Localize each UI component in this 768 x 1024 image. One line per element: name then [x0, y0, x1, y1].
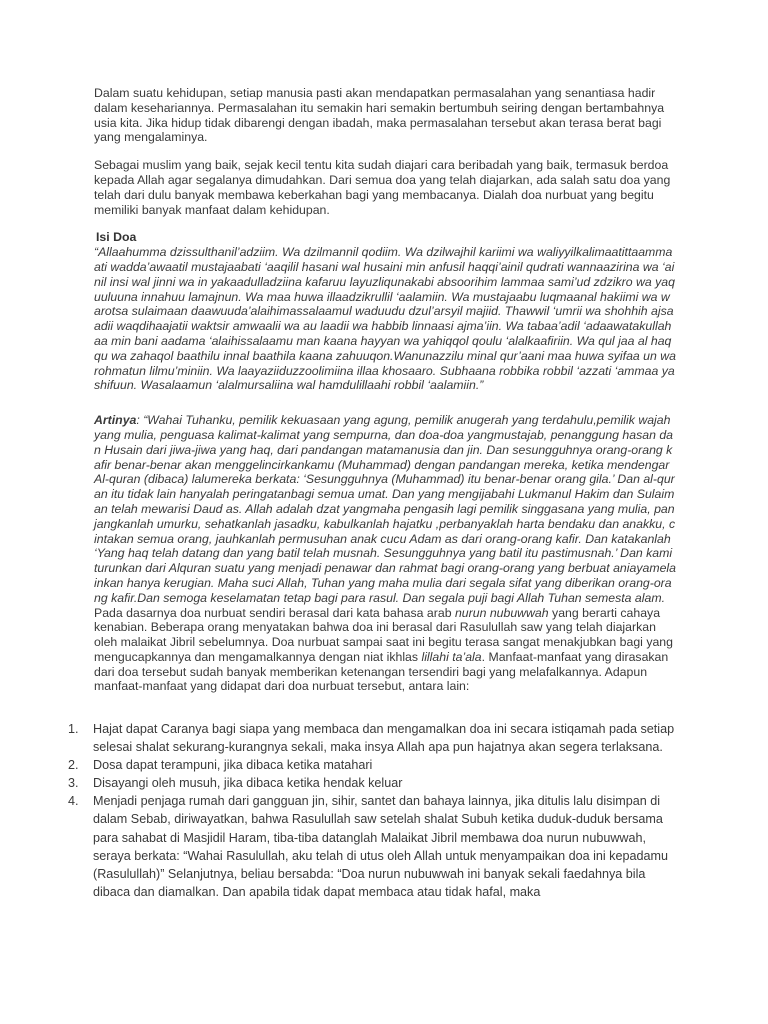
artinya-label: Artinya [94, 413, 137, 428]
list-number: 1. [68, 722, 79, 736]
list-number: 4. [68, 794, 79, 809]
doa-text: “Allaahumma dzissulthanil’adziim. Wa dzilmannil qodiim. Wa dzilwajhil kariimi wa waliyyilkalimaatittaammaati wadda’awaatil mustajaabati ‘aaqilil hasani wal husaini min anfusil haqqi’ainil qudrati wannaazirina wa ‘ainil insi wal jinni wa in yakaadulladziina kafaruu layuzliqunakabi absoorihim lammaa sami’ud zdzikro wa yaquuluuna innahuu lamajnun. Wa maa huwa illaadzikrullil ‘aalamiin. Wa mustajaabu luqmaanal hakiimi wa warotsa sulaimaan daawuuda’alaihimassalaamul waduudu dzul’arsyil majiid. Thawwil ‘umrii wa shohhih ajsaadii waqdihaajatii waktsir amwaalii wa au laadii wa habbib linnaasi ajma’iin. Wa tabaa’adil ‘adaawatakullahaa min bani aadama ‘alaihissalaamu man kaana hayyan wa yahiqqol qoulu ‘alalkaafiriin. Wa qul jaa al haqqu wa zahaqol baathilu innal baathila kaana zahuuqon.Wanunazzilu minal qur’aani maa huwa syifaa un wa rohmatun lilmu’miniin. Wa laayaziiduzzoolimiina illaa khosaaro. Subhaana robbika robbil ‘azzati ‘ammaa yashifuun. Wasalaamun ‘alalmursaliina wal hamdulillaahi robbil ‘aalamiin.” [94, 245, 676, 393]
nurbuat-italic-2: lillahi ta’ala [421, 649, 482, 664]
list-item [64, 792, 678, 901]
list-text: Menjadi penjaga rumah dari gangguan jin, sihir, santet dan bahaya lainnya, jika ditulis lalu disimpan di dalam Sebab, diriwayatkan, bahwa Rasulullah saw setelah shalat Subuh ketika duduk-duduk bersama para sahabat di Masjidil Haram, tiba-tiba datanglah Malaikat Jibril membawa doa nurun nubuwwah, seraya berkata: “Wahai Rasulullah, aku telah di utus oleh Allah untuk menyampaikan doa ini kepadamu (Rasulullah)” Selanjutnya, beliau bersabda: “Doa nurun nubuwwah ini banyak sekali faedahnya bila dibaca dan diamalkan. Dan apabila tidak dapat membaca atau tidak hafal, maka [93, 794, 668, 899]
list-item [64, 720, 678, 756]
benefits-list [64, 720, 678, 901]
isi-doa-heading: Isi Doa [96, 230, 137, 245]
nurbuat-text-3: . Manfaat-manfaat yang dirasakan dari doa tersebut sudah banyak memberikan ketenangan tersendiri bagi yang melafalkannya. Adapun manfaat-manfaat yang didapat dari doa nurbuat tersebut, antara lain: [94, 649, 669, 694]
list-text: Hajat dapat Caranya bagi siapa yang membaca dan mengamalkan doa ini secara istiqamah pada setiap selesai shalat sekurang-kurangnya sekali, maka insya Allah apa pun hajatnya akan segera terlaksana. [93, 722, 675, 755]
nurbuat-paragraph [94, 606, 676, 695]
list-text: Dosa dapat terampuni, jika dibaca ketika matahari [93, 758, 373, 773]
artinya-paragraph [94, 413, 676, 605]
document-page [94, 86, 676, 714]
list-number: 2. [68, 758, 79, 773]
nurbuat-italic-1: nurun nubuwwah [454, 605, 549, 620]
list-text: Disayangi oleh musuh, jika dibaca ketika hendak keluar [93, 776, 403, 791]
nurbuat-text-1: Pada dasarnya doa nurbuat sendiri berasal dari kata bahasa arab [94, 605, 455, 620]
artinya-text: : “Wahai Tuhanku, pemilik kekuasaan yang agung, pemilik anugerah yang terdahulu,pemilik wajah yang mulia, penguasa kalimat-kalimat yang sempurna, dan doa-doa yangmustajab, penanggung hasan dan Husain dari jiwa-jiwa yang haq, dari pandangan matamanusia dan jin. Dan sesungguhnya orang-orang kafir benar-benar akan menggelincirkankamu (Muhammad) dengan pandangan mereka, ketika mendengar Al-quran (dibaca) lalumereka berkata: ‘Sesungguhnya (Muhammad) itu benar-benar orang gila.’ Dan al-quran itu tidak lain hanyalah peringatanbagi semua umat. Dan yang mengijabahi Lukmanul Hakim dan Sulaiman telah mewarisi Daud as. Allah adalah dzat yangmaha pengasih lagi pemilik singgasana yang mulia, panjangkanlah umurku, sehatkanlah jasadku, kabulkanlah hajatku ,perbanyaklah harta bendaku dan anakku, cintakan semua orang, jauhkanlah permusuhan anak cucu Adam as dari orang-orang kafir. Dan katakanlah ‘Yang haq telah datang dan yang batil telah musnah. Sesungguhnya yang batil itu pastimusnah.’ Dan kami turunkan dari Alquran suatu yang menjadi penawar dan rahmat bagi orang-orang yang berbuat aniayamelainkan hanya kerugian. Maha suci Allah, Tuhan yang maha mulia dari segala sifat yang diberikan orang-orang kafir.Dan semoga keselamatan tetap bagi para rasul. Dan segala puji bagi Allah Tuhan semesta alam. [94, 413, 676, 605]
list-item [64, 756, 678, 774]
list-item [64, 774, 678, 792]
intro-paragraph-1: Dalam suatu kehidupan, setiap manusia pasti akan mendapatkan permasalahan yang senantiasa hadir dalam kesehariannya. Permasalahan itu semakin hari semakin bertumbuh seiring dengan bertambahnya usia kita. Jika hidup tidak dibarengi dengan ibadah, maka permasalahan tersebut akan terasa berat bagi yang mengalaminya. [94, 86, 665, 145]
list-number: 3. [68, 776, 79, 791]
nurbuat-text-2: yang berarti cahaya kenabian. Beberapa orang menyatakan bahwa doa ini berasal dari Rasulullah saw yang telah diajarkan oleh malaikat Jibril sebelumnya. Doa nurbuat sampai saat ini begitu terasa sangat menakjubkan bagi yang mengucapkannya dan mengamalkannya dengan niat ikhlas [94, 605, 673, 664]
intro-paragraph-2: Sebagai muslim yang baik, sejak kecil tentu kita sudah diajari cara beribadah yang baik, termasuk berdoa kepada Allah agar segalanya dimudahkan. Dari semua doa yang telah diajarkan, ada salah satu doa yang telah dari dulu banyak membawa keberkahan bagi yang membacanya. Dialah doa nurbuat yang begitu memiliki banyak manfaat dalam kehidupan. [94, 158, 671, 217]
